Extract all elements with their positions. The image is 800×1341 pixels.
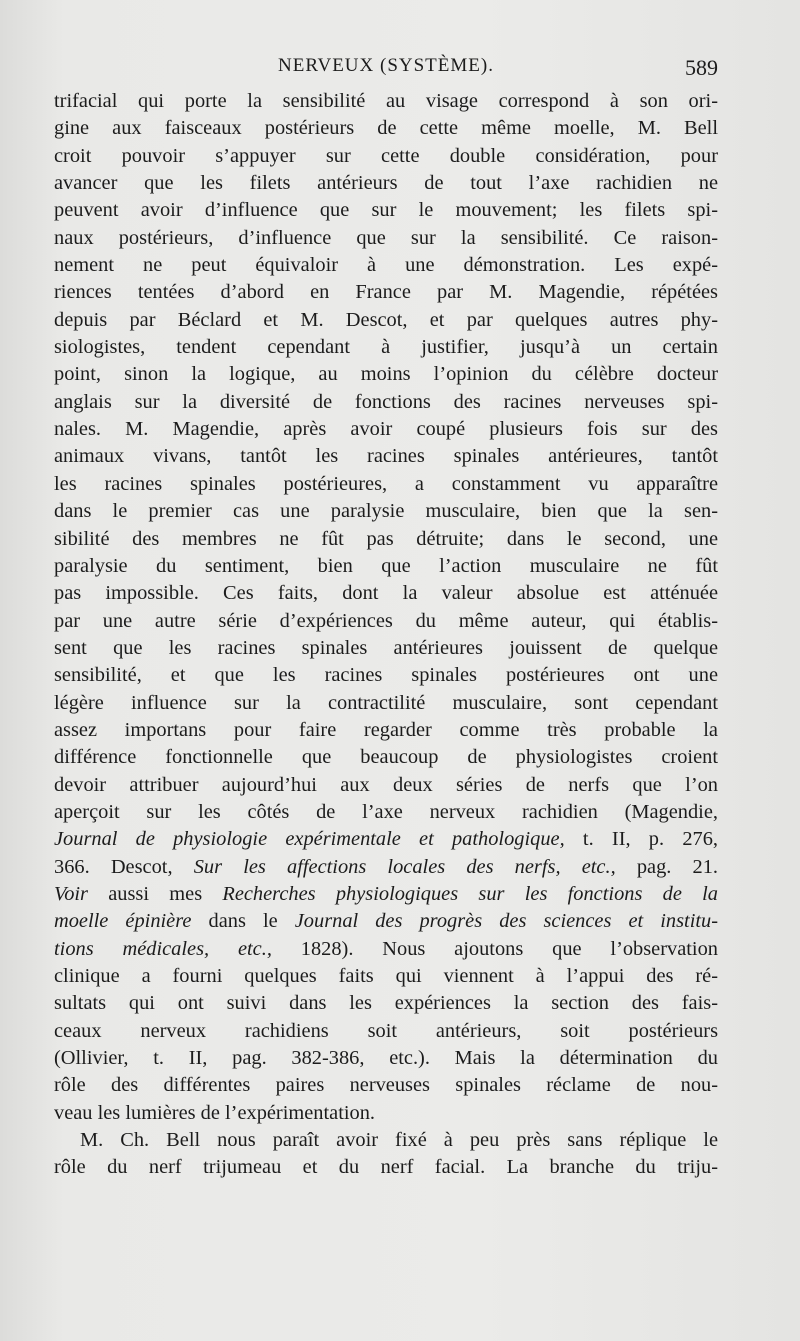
citation-text: 366. Descot, [54,855,194,878]
italic-citation: Journal de physiologie expérimentale et pathologique, [54,828,565,851]
text-line: clinique a fourni quelques faits qui viennent à l’appui des ré- [54,965,718,987]
paragraph-first-line: M. Ch. Bell nous paraît avoir fixé à peu près sans réplique le [80,1129,718,1152]
citation-text: t. II, p. 276, [564,828,718,851]
text-line: par une autre série d’expériences du même auteur, qui établis- [54,609,718,632]
running-head: NERVEUX (SYSTÈME). [278,55,494,76]
italic-citation: tions médicales, etc., [54,937,272,960]
text-line: devoir attribuer aujourd’hui aux deux séries de nerfs que l’on [54,773,718,796]
text-line: rôle des différentes paires nerveuses spinales réclame de nou- [54,1074,718,1097]
text-line: les racines spinales postérieures, a constamment vu apparaître [54,472,718,495]
italic-citation: moelle épinière [54,910,192,933]
text-line: peuvent avoir d’influence que sur le mouvement; les filets spi- [54,199,718,222]
text-line: animaux vivans, tantôt les racines spinales antérieures, tantôt [54,445,718,468]
text-line: assez importans pour faire regarder comme très probable la [54,718,718,741]
text-line: siologistes, tendent cependant à justifier, jusqu’à un certain [54,336,718,359]
text-line: aperçoit sur les côtés de l’axe nerveux rachidien (Magendie, [54,800,718,823]
text-line [54,854,718,881]
text-line [54,908,718,935]
text-line: point, sinon la logique, au moins l’opinion du célèbre docteur [54,363,718,386]
text-line: avancer que les filets antérieurs de tout l’axe rachidien ne [54,172,718,195]
text-line: (Ollivier, t. II, pag. 382-386, etc.). Mais la détermination du [54,1047,718,1070]
text-line: dans le premier cas une paralysie musculaire, bien que la sen- [54,500,718,523]
citation-text: dans le [191,910,295,933]
text-line: sultats qui ont suivi dans les expériences la section des fais- [54,992,718,1015]
text-line: sent que les racines spinales antérieures jouissent de quelque [54,636,718,659]
text-line: veau les lumières de l’expérimentation. [54,1101,376,1124]
text-line: différence fonctionnelle que beaucoup de physiologistes croient [54,746,718,769]
text-line [54,826,718,853]
text-line [54,881,718,908]
text-line: sensibilité, et que les racines spinales postérieures ont une [54,664,718,687]
text-line: croit pouvoir s’appuyer sur cette double considération, pour [54,144,718,167]
text-line: légère influence sur la contractilité musculaire, sont cependant [54,691,718,714]
text-line: nales. M. Magendie, après avoir coupé plusieurs fois sur des [54,418,718,441]
text-line: depuis par Béclard et M. Descot, et par quelques autres phy- [54,308,718,331]
text-line: naux postérieurs, d’influence que sur la sensibilité. Ce raison- [54,226,718,249]
text-line [54,936,718,963]
italic-citation: Recherches physiologiques sur les fonctions de la [222,882,718,905]
page-number: 589 [685,55,718,80]
citation-text: pag. 21. [615,855,719,878]
text-line: pas impossible. Ces faits, dont la valeur absolue est atténuée [54,582,718,605]
page-header [54,55,718,85]
italic-citation: Sur les affections locales des nerfs, etc., [193,855,616,878]
text-line: sibilité des membres ne fût pas détruite; dans le second, une [54,527,718,550]
text-line: anglais sur la diversité de fonctions des racines nerveuses spi- [54,390,718,413]
text-line: paralysie du sentiment, bien que l’action musculaire ne fût [54,554,718,577]
text-line: nement ne peut équivaloir à une démonstration. Les expé- [54,254,718,277]
text-line: ceaux nerveux rachidiens soit antérieurs, soit postérieurs [54,1019,718,1042]
text-line: riences tentées d’abord en France par M. Magendie, répétées [54,281,718,304]
italic-citation: Journal des progrès des sciences et institu- [294,910,719,933]
text-line: gine aux faisceaux postérieurs de cette même moelle, M. Bell [54,117,718,140]
text-line: trifacial qui porte la sensibilité au visage correspond à son ori- [54,90,718,112]
citation-text: aussi mes [88,882,223,905]
body-text [54,88,718,1182]
citation-text: 1828). Nous ajoutons que l’observation [271,937,718,960]
text-line: rôle du nerf trijumeau et du nerf facial. La branche du triju- [54,1156,718,1179]
italic-citation: Voir [54,882,88,905]
